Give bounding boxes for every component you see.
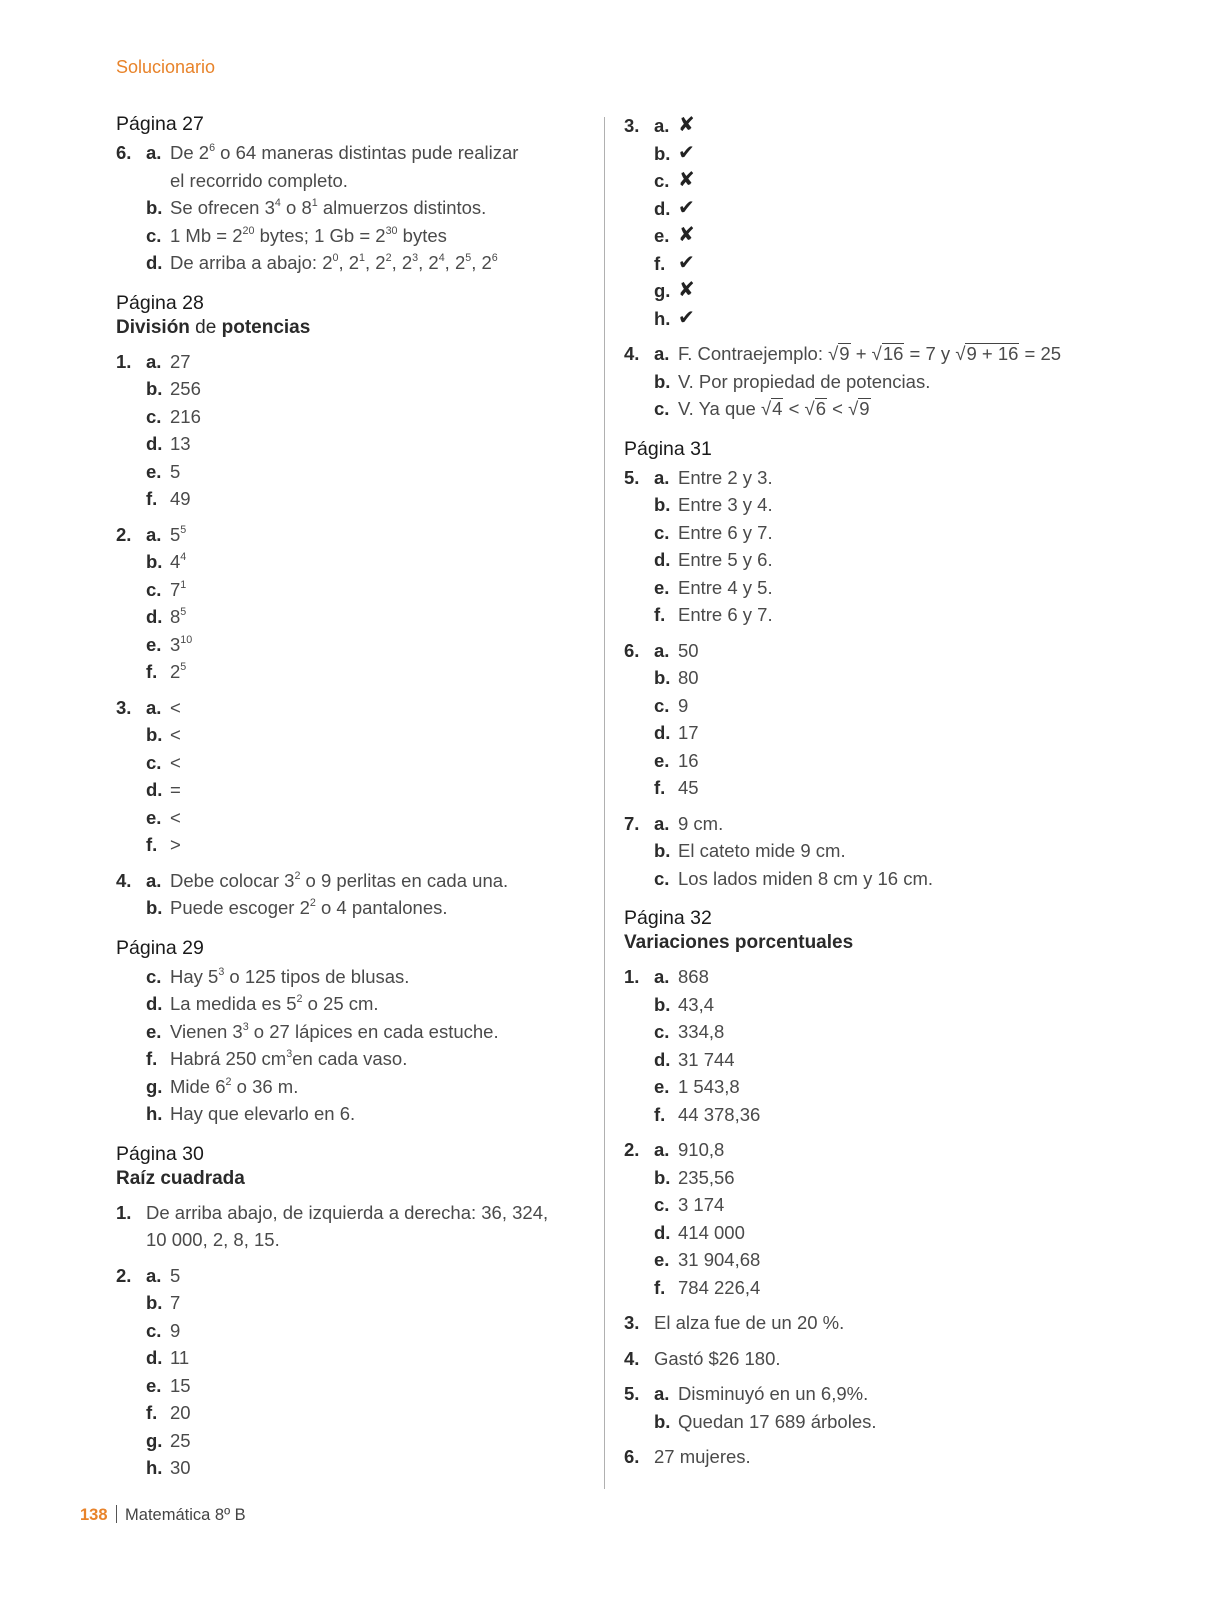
section-title-division: División de potencias <box>116 316 311 338</box>
answer-item: e. Entre 4 y 5. <box>654 576 773 598</box>
cross-icon: ✘ <box>678 114 695 136</box>
answer-29f: f. Habrá 250 $cm^3en$ cada vaso. <box>146 1047 408 1069</box>
answer-item: a. 27 <box>146 350 191 372</box>
answer-item: a. Entre 2 y 3. <box>654 466 773 488</box>
answer-6c: c. 1 $Mb = 2^{20}$ bytes; 1 $Gb = 2^{30}$ bytes <box>146 224 447 246</box>
answer-item: a. Disminuyó en un 6,9%. <box>654 1383 869 1404</box>
answer-item: e. 1 543,8 <box>654 1076 740 1097</box>
answer-6a: a. De $2^6$ o 64 maneras distintas pude realizar el recorrido completo. <box>146 141 519 191</box>
question-5-p32: 5. a. Disminuyó en un 6,9%. b. Quedan 17 689 árboles. <box>624 1380 1104 1435</box>
answer-item: d. 17 <box>654 722 699 743</box>
answer-item: b. < <box>146 724 181 745</box>
check-icon: ✔ <box>678 306 695 329</box>
answer-item: b. ✔ <box>654 140 1104 168</box>
answer-29h: h. Hay que elevarlo en 6. <box>146 1103 356 1124</box>
footer-separator <box>116 1505 118 1523</box>
answer-item: d. $8^5$ <box>146 605 187 627</box>
answer-item: e. 16 <box>654 749 699 771</box>
answer-item: f. 44 378,36 <box>654 1103 761 1125</box>
answer-item: g. 25 <box>146 1429 191 1451</box>
answer-item: a. 868 <box>654 966 709 987</box>
answer-item: f. ✔ <box>654 250 1104 278</box>
answer-4b-roots: b. V. Por propiedad de potencias. <box>654 370 931 392</box>
answer-item: d. 11 <box>146 1347 190 1368</box>
question-6: 6. a. De $2^6$ o 64 maneras distintas pude realizar el recorrido completo. b. Se ofrecen $3^4$ o $8^1$ almuerzos distintos. c. 1 $Mb = 2^{20}$ bytes; 1 $Gb = 2^{30}$ bytes d. De arriba a abajo: $2^0$, $2^1$, $2^2$, $2^3$, $2^4$, $2^5$, $2^6$ <box>116 139 556 277</box>
question-4-roots: 4. a. F. Contraejemplo: √9 + √16 = 7 y √9 + 16 = 25 b. V. Por propiedad de potencias. c. V. Ya que √4 < √6 < √9 <box>624 340 1104 423</box>
page-heading-31: Página 31 <box>624 437 712 460</box>
cross-icon: ✘ <box>678 279 695 301</box>
question-3: 3. a. < b. < c. < d. = e. < f. > <box>116 694 556 859</box>
answer-6b: b. Se ofrecen $3^4$ o $8^1$ almuerzos distintos. <box>146 196 487 218</box>
answer-item: f. > <box>146 834 181 855</box>
answer-item: b. $4^4$ <box>146 550 187 572</box>
answer-item: e. 5 <box>146 460 181 482</box>
answer-item: a. 5 <box>146 1264 181 1286</box>
question-2-raiz: 2. a. 5 b. 7 c. 9 d. 11 e. 15 f. 20 g. 25 h. 30 <box>116 1262 556 1482</box>
question-2: 2. a. $5^5$ b. $4^4$ c. $7^1$ d. $8^5$ e. $3^{10}$ f. $2^5$ <box>116 521 556 686</box>
answer-item: h. ✔ <box>654 305 1104 333</box>
question-4: 4. a. Debe colocar $3^2$ o 9 perlitas en cada una. b. Puede escoger $2^2$ o 4 pantalones. <box>116 867 556 922</box>
answer-item: b. 235,56 <box>654 1166 735 1188</box>
answer-item: b. Quedan 17 689 árboles. <box>654 1410 877 1432</box>
answer-4b: b. Puede escoger $2^2$ o 4 pantalones. <box>146 896 448 918</box>
answer-29e: e. Vienen $3^3$ o 27 lápices en cada estuche. <box>146 1020 499 1042</box>
answer-item: b. 43,4 <box>654 993 715 1015</box>
answer-item: a. $5^5$ <box>146 523 187 545</box>
page-heading-29: Página 29 <box>116 936 204 959</box>
section-title-raiz: Raíz cuadrada <box>116 1167 245 1189</box>
answer-item: f. 49 <box>146 488 191 509</box>
page-heading-32: Página 32 <box>624 907 712 929</box>
question-6-p31: 6. a. 50 b. 80 c. 9 d. 17 e. 16 f. 45 <box>624 637 1104 802</box>
question-3-p32: 3. El alza fue de un 20 %. <box>624 1312 845 1333</box>
answer-item: e. 15 <box>146 1374 191 1396</box>
answer-item: d. 13 <box>146 433 191 454</box>
answer-item: e. ✘ <box>654 222 1104 250</box>
answer-item: a. 910,8 <box>654 1139 725 1160</box>
cross-icon: ✘ <box>678 224 695 246</box>
answer-item: c. 9 <box>146 1319 181 1341</box>
column-divider <box>604 117 605 1489</box>
answer-4a-roots: a. F. Contraejemplo: √9 + √16 = 7 y √9 + 16 = 25 <box>654 343 1062 364</box>
check-icon: ✔ <box>678 141 695 164</box>
page-footer <box>80 1505 246 1525</box>
book-title: Matemática 8º B <box>125 1506 246 1524</box>
answer-item: c. ✘ <box>654 167 1104 195</box>
answer-item: f. 20 <box>146 1402 191 1423</box>
answer-item: c. Entre 6 y 7. <box>654 521 773 543</box>
answer-29d: d. La medida es $5^2$ o 25 cm. <box>146 992 379 1014</box>
answer-item: e. $3^{10}$ <box>146 633 193 655</box>
left-column <box>116 112 556 1482</box>
question-1: 1. a. 27 b. 256 c. 216 d. 13 e. 5 f. 49 <box>116 348 556 513</box>
answer-item: b. 256 <box>146 378 201 399</box>
answer-item: c. 334,8 <box>654 1021 725 1042</box>
answer-item: c. < <box>146 751 181 773</box>
right-column <box>624 112 1104 1471</box>
question-4-p32: 4. Gastó $26 180. <box>624 1347 781 1369</box>
question-5-p31: 5. a. Entre 2 y 3. b. Entre 3 y 4. c. Entre 6 y 7. d. Entre 5 y 6. e. Entre 4 y 5. f. Entre 6 y 7. <box>624 464 1104 629</box>
answer-item: f. Entre 6 y 7. <box>654 604 773 625</box>
question-3-checks: 3. a. ✘ b. ✔ c. ✘ d. ✔ e. ✘ f. ✔ g. ✘ h. ✔ <box>624 112 1104 332</box>
answer-29c: c. Hay $5^3$ o 125 tipos de blusas. <box>146 965 410 987</box>
answer-item: f. 784 226,4 <box>654 1276 761 1298</box>
answer-item: c. 216 <box>146 405 201 427</box>
answer-item: d. 414 000 <box>654 1221 745 1243</box>
answer-item: b. 7 <box>146 1292 181 1313</box>
answer-item: h. 30 <box>146 1457 191 1478</box>
question-1-raiz: 1. De arriba abajo, de izquierda a derecha: 36, 324, 10 000, 2, 8, 15. <box>116 1201 549 1250</box>
answer-item: d. = <box>146 779 181 800</box>
page-heading-30: Página 30 <box>116 1142 204 1165</box>
answer-item: e. 31 904,68 <box>654 1249 761 1270</box>
answer-item: a. 50 <box>654 639 699 661</box>
answer-item: d. 31 744 <box>654 1048 735 1070</box>
section-title-variaciones: Variaciones porcentuales <box>624 932 854 953</box>
answer-item: b. Entre 3 y 4. <box>654 494 773 515</box>
question-7-p31: 7. a. 9 cm. b. El cateto mide 9 cm. c. Los lados miden 8 cm y 16 cm. <box>624 810 1104 893</box>
answer-item: f. $2^5$ <box>146 660 187 682</box>
answer-4a: a. Debe colocar $3^2$ o 9 perlitas en cada una. <box>146 869 509 891</box>
answer-item: e. < <box>146 806 181 828</box>
question-1-p32: 1. a. 868 b. 43,4 c. 334,8 d. 31 744 e. 1 543,8 f. 44 378,36 <box>624 963 1104 1128</box>
question-2-p32: 2. a. 910,8 b. 235,56 c. 3 174 d. 414 000 e. 31 904,68 f. 784 226,4 <box>624 1136 1104 1301</box>
page-heading-28: Página 28 <box>116 291 204 314</box>
check-icon: ✔ <box>678 196 695 219</box>
check-icon: ✔ <box>678 251 695 274</box>
answer-item: a. 9 cm. <box>654 812 724 834</box>
answer-item: c. 9 <box>654 694 689 716</box>
answer-item: c. 3 174 <box>654 1194 725 1215</box>
answer-item: c. Los lados miden 8 cm y 16 cm. <box>654 867 933 889</box>
page-number: 138 <box>80 1506 108 1524</box>
answer-item: c. $7^1$ <box>146 578 187 600</box>
answer-item: a. ✘ <box>654 112 1104 140</box>
question-p29 <box>116 963 556 1128</box>
answer-29g: g. Mide $6^2$ o 36 m. <box>146 1075 299 1097</box>
answer-item: a. < <box>146 696 181 718</box>
answer-item: g. ✘ <box>654 277 1104 305</box>
answer-item: b. 80 <box>654 667 699 688</box>
answer-4c-roots: c. V. Ya que √4 < √6 < √9 <box>654 398 870 419</box>
answer-item: d. ✔ <box>654 195 1104 223</box>
cross-icon: ✘ <box>678 169 695 191</box>
page-heading-27: Página 27 <box>116 113 204 135</box>
answer-6d: d. De arriba a abajo: $2^0$, $2^1$, $2^2$, $2^3$, $2^4$, $2^5$, $2^6$ <box>146 251 498 273</box>
answer-item: b. El cateto mide 9 cm. <box>654 840 846 861</box>
answer-item: d. Entre 5 y 6. <box>654 549 773 570</box>
answer-item: f. 45 <box>654 777 699 798</box>
question-6-p32: 6. 27 mujeres. <box>624 1446 751 1467</box>
section-header: Solucionario <box>116 57 216 77</box>
